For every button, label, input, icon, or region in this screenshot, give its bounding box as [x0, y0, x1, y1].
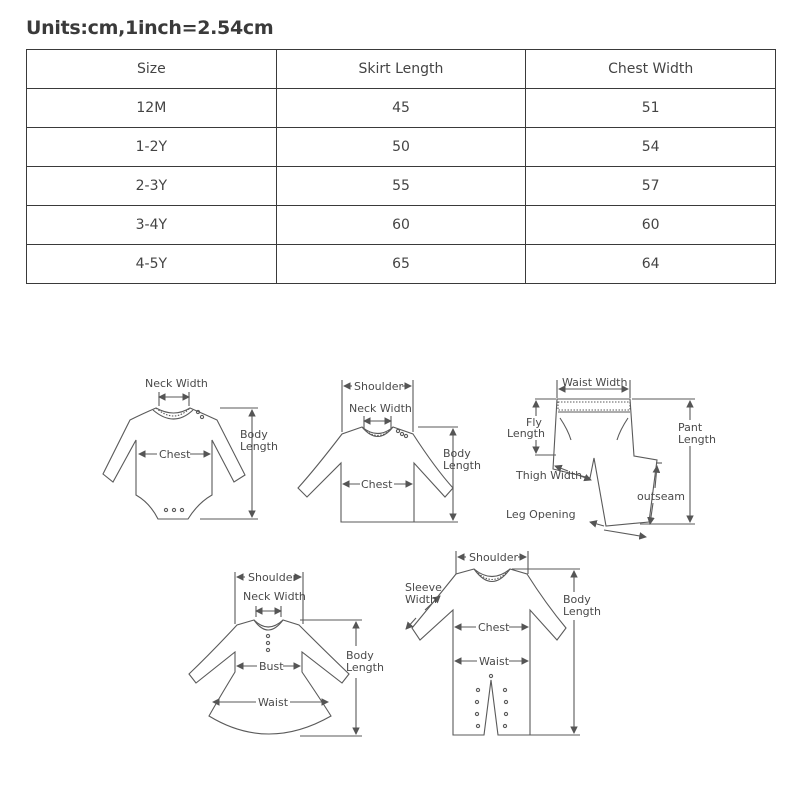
top-body-label: Body	[443, 447, 471, 460]
header-skirt-length: Skirt Length	[276, 50, 526, 89]
bodysuit-outline-icon	[103, 408, 245, 519]
pants-leg-label: Leg Opening	[506, 508, 576, 521]
cell-skirt-length: 45	[276, 89, 526, 128]
romper-length-label: Length	[563, 605, 601, 618]
cell-chest-width: 57	[526, 167, 776, 206]
pants-waist-label: Waist Width	[562, 376, 628, 389]
dress-length-label: Length	[346, 661, 384, 674]
cell-size: 4-5Y	[27, 245, 277, 284]
dress-bust-label: Bust	[259, 660, 284, 673]
cell-skirt-length: 55	[276, 167, 526, 206]
top-shoulder-label: Shoulder	[354, 380, 403, 393]
dress-shoulder-label: Shoulder	[248, 571, 297, 584]
bodysuit-neck-label: Neck Width	[145, 377, 208, 390]
cell-chest-width: 54	[526, 128, 776, 167]
bodysuit-chest-label: Chest	[159, 448, 191, 461]
romper-sleeve-width-label: Width	[405, 593, 437, 606]
cell-skirt-length: 50	[276, 128, 526, 167]
bodysuit-length-label: Length	[240, 440, 278, 453]
cell-size: 1-2Y	[27, 128, 277, 167]
cell-size: 12M	[27, 89, 277, 128]
top-chest-label: Chest	[361, 478, 393, 491]
cell-chest-width: 60	[526, 206, 776, 245]
top-neck-label: Neck Width	[349, 402, 412, 415]
pants-fly-length-label: Length	[507, 427, 545, 440]
dress-waist-label: Waist	[258, 696, 289, 709]
pants-thigh-label: Thigh Width	[516, 469, 583, 482]
cell-chest-width: 51	[526, 89, 776, 128]
header-size: Size	[27, 50, 277, 89]
romper-waist-label: Waist	[479, 655, 510, 668]
pants-pant-length-label: Length	[678, 433, 716, 446]
dress-body-label: Body	[346, 649, 374, 662]
romper-sleeve-label: Sleeve	[405, 581, 442, 594]
romper-diagram	[406, 551, 580, 735]
pants-outseam-label: outseam	[637, 490, 685, 503]
top-outline-icon	[298, 427, 453, 522]
romper-chest-label: Chest	[478, 621, 510, 634]
romper-body-label: Body	[563, 593, 591, 606]
units-note: Units:cm,1inch=2.54cm	[26, 17, 274, 39]
dress-neck-label: Neck Width	[243, 590, 306, 603]
romper-shoulder-label: Shoulder	[469, 551, 518, 564]
cell-chest-width: 64	[526, 245, 776, 284]
cell-size: 2-3Y	[27, 167, 277, 206]
top-length-label: Length	[443, 459, 481, 472]
cell-skirt-length: 60	[276, 206, 526, 245]
pants-outline-icon	[553, 399, 657, 526]
pants-pant-label: Pant	[678, 421, 703, 434]
header-chest-width: Chest Width	[526, 50, 776, 89]
cell-size: 3-4Y	[27, 206, 277, 245]
bodysuit-body-label: Body	[240, 428, 268, 441]
cell-skirt-length: 65	[276, 245, 526, 284]
pants-fly-label: Fly	[526, 416, 542, 429]
